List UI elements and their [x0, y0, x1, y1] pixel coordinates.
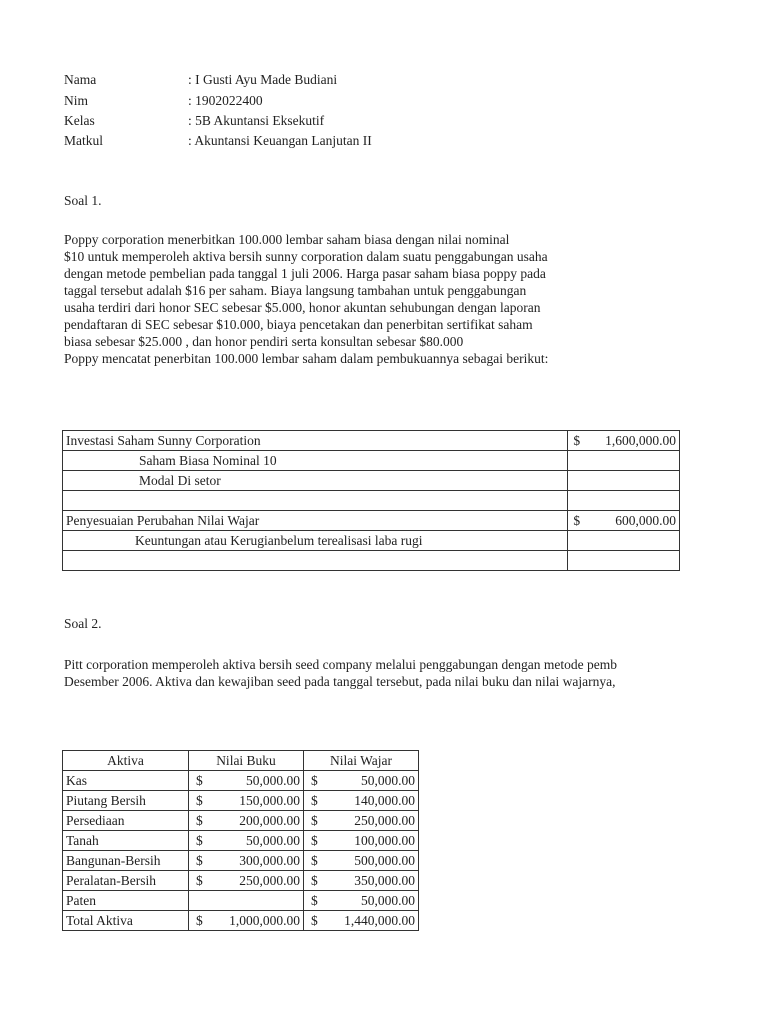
nilai-buku: 150,000.00 [239, 793, 300, 808]
nilai-buku: 50,000.00 [246, 773, 300, 788]
journal-amount-cell [568, 451, 680, 471]
nilai-buku: 50,000.00 [246, 833, 300, 848]
nilai-wajar-cell [304, 811, 419, 831]
paragraph-line: biasa sebesar $25.000 , dan honor pendiri serta konsultan sebesar $80.000 [64, 334, 464, 349]
nilai-wajar: 250,000.00 [354, 813, 415, 828]
nilai-wajar-cell [304, 891, 419, 911]
currency-symbol: $ [311, 853, 318, 868]
info-label-matkul: Matkul [64, 133, 103, 148]
paragraph-line: Poppy corporation menerbitkan 100.000 lembar saham biasa dengan nilai nominal [64, 232, 510, 247]
info-label-nama: Nama [64, 72, 97, 87]
nilai-wajar: 100,000.00 [354, 833, 415, 848]
currency-symbol: $ [311, 833, 318, 848]
currency-symbol: $ [573, 513, 581, 528]
aktiva-table [62, 750, 419, 931]
nilai-buku: 300,000.00 [239, 853, 300, 868]
currency-symbol: $ [196, 773, 203, 788]
journal-amount-cell [568, 471, 680, 491]
currency-symbol: $ [196, 853, 203, 868]
currency-symbol: $ [573, 433, 581, 448]
table-row [63, 871, 419, 891]
currency-symbol: $ [311, 893, 318, 908]
column-header: Nilai Wajar [304, 751, 419, 771]
journal-table [62, 430, 680, 571]
journal-amount-cell [568, 491, 680, 511]
nilai-wajar-cell [304, 791, 419, 811]
nilai-buku-cell [189, 831, 304, 851]
table-row [63, 451, 680, 471]
currency-symbol: $ [196, 913, 203, 928]
nilai-buku-cell [189, 791, 304, 811]
currency-symbol: $ [311, 793, 318, 808]
paragraph-line: $10 untuk memperoleh aktiva bersih sunny corporation dalam suatu penggabungan usaha [64, 249, 548, 264]
journal-desc: Modal Di setor [63, 471, 568, 491]
table-row [63, 891, 419, 911]
journal-amount: 1,600,000.00 [605, 433, 676, 448]
aktiva-name: Piutang Bersih [63, 791, 189, 811]
journal-amount-cell [568, 531, 680, 551]
aktiva-name: Kas [63, 771, 189, 791]
table-row [63, 431, 680, 451]
currency-symbol: $ [311, 913, 318, 928]
journal-desc [63, 491, 568, 511]
nilai-buku: 200,000.00 [239, 813, 300, 828]
nilai-wajar: 50,000.00 [361, 893, 415, 908]
aktiva-name: Bangunan-Bersih [63, 851, 189, 871]
paragraph-line: Desember 2006. Aktiva dan kewajiban seed pada tanggal tersebut, pada nilai buku dan nilai wajarnya, [64, 674, 616, 689]
nilai-buku: 250,000.00 [239, 873, 300, 888]
nilai-wajar: 140,000.00 [354, 793, 415, 808]
currency-symbol: $ [311, 813, 318, 828]
soal2-heading: Soal 2. [64, 616, 102, 631]
column-header: Nilai Buku [189, 751, 304, 771]
journal-amount-cell [568, 511, 680, 531]
paragraph-line: Poppy mencatat penerbitan 100.000 lembar saham dalam pembukuannya sebagai berikut: [64, 351, 549, 366]
paragraph-line: pendaftaran di SEC sebesar $10.000, biaya pencetakan dan penerbitan sertifikat saham [64, 317, 533, 332]
currency-symbol: $ [196, 793, 203, 808]
nilai-buku-cell [189, 871, 304, 891]
table-row [63, 471, 680, 491]
info-value-nim: : 1902022400 [188, 93, 263, 108]
info-value-matkul: : Akuntansi Keuangan Lanjutan II [188, 133, 372, 148]
table-header-row [63, 751, 419, 771]
nilai-wajar-cell [304, 851, 419, 871]
journal-desc: Investasi Saham Sunny Corporation [63, 431, 568, 451]
aktiva-name: Persediaan [63, 811, 189, 831]
paragraph-line: Pitt corporation memperoleh aktiva bersih seed company melalui penggabungan dengan metode pemb [64, 657, 617, 672]
aktiva-name: Total Aktiva [63, 911, 189, 931]
currency-symbol: $ [311, 873, 318, 888]
nilai-wajar: 350,000.00 [354, 873, 415, 888]
info-label-kelas: Kelas [64, 113, 95, 128]
info-value-kelas: : 5B Akuntansi Eksekutif [188, 113, 325, 128]
aktiva-name: Tanah [63, 831, 189, 851]
nilai-wajar-cell [304, 831, 419, 851]
column-header: Aktiva [63, 751, 189, 771]
table-row [63, 831, 419, 851]
nilai-wajar-cell [304, 771, 419, 791]
nilai-buku-cell [189, 891, 304, 911]
nilai-buku-cell [189, 811, 304, 831]
table-row [63, 491, 680, 511]
nilai-buku: 1,000,000.00 [229, 913, 300, 928]
nilai-wajar: 500,000.00 [354, 853, 415, 868]
journal-desc [63, 551, 568, 571]
journal-amount-cell [568, 431, 680, 451]
table-row [63, 791, 419, 811]
journal-amount: 600,000.00 [615, 513, 676, 528]
journal-desc: Saham Biasa Nominal 10 [63, 451, 568, 471]
table-row [63, 851, 419, 871]
table-row [63, 771, 419, 791]
soal1-heading: Soal 1. [64, 193, 102, 208]
aktiva-name: Peralatan-Bersih [63, 871, 189, 891]
nilai-buku-cell [189, 851, 304, 871]
table-row [63, 531, 680, 551]
aktiva-name: Paten [63, 891, 189, 911]
table-row [63, 811, 419, 831]
currency-symbol: $ [196, 833, 203, 848]
nilai-buku-cell [189, 911, 304, 931]
info-label-nim: Nim [64, 93, 89, 108]
nilai-buku-cell [189, 771, 304, 791]
table-row [63, 551, 680, 571]
journal-desc: Keuntungan atau Kerugianbelum terealisasi laba rugi [63, 531, 568, 551]
paragraph-line: usaha terdiri dari honor SEC sebesar $5.000, honor akuntan sehubungan dengan laporan [64, 300, 541, 315]
nilai-wajar: 1,440,000.00 [344, 913, 415, 928]
paragraph-line: taggal tersebut adalah $16 per saham. Biaya langsung tambahan untuk penggabungan [64, 283, 527, 298]
journal-amount-cell [568, 551, 680, 571]
nilai-wajar: 50,000.00 [361, 773, 415, 788]
journal-desc: Penyesuaian Perubahan Nilai Wajar [63, 511, 568, 531]
nilai-wajar-cell [304, 911, 419, 931]
currency-symbol: $ [196, 873, 203, 888]
info-value-nama: : I Gusti Ayu Made Budiani [188, 72, 338, 87]
table-row [63, 911, 419, 931]
nilai-wajar-cell [304, 871, 419, 891]
currency-symbol: $ [311, 773, 318, 788]
table-row [63, 511, 680, 531]
currency-symbol: $ [196, 813, 203, 828]
paragraph-line: dengan metode pembelian pada tanggal 1 juli 2006. Harga pasar saham biasa poppy pada [64, 266, 546, 281]
